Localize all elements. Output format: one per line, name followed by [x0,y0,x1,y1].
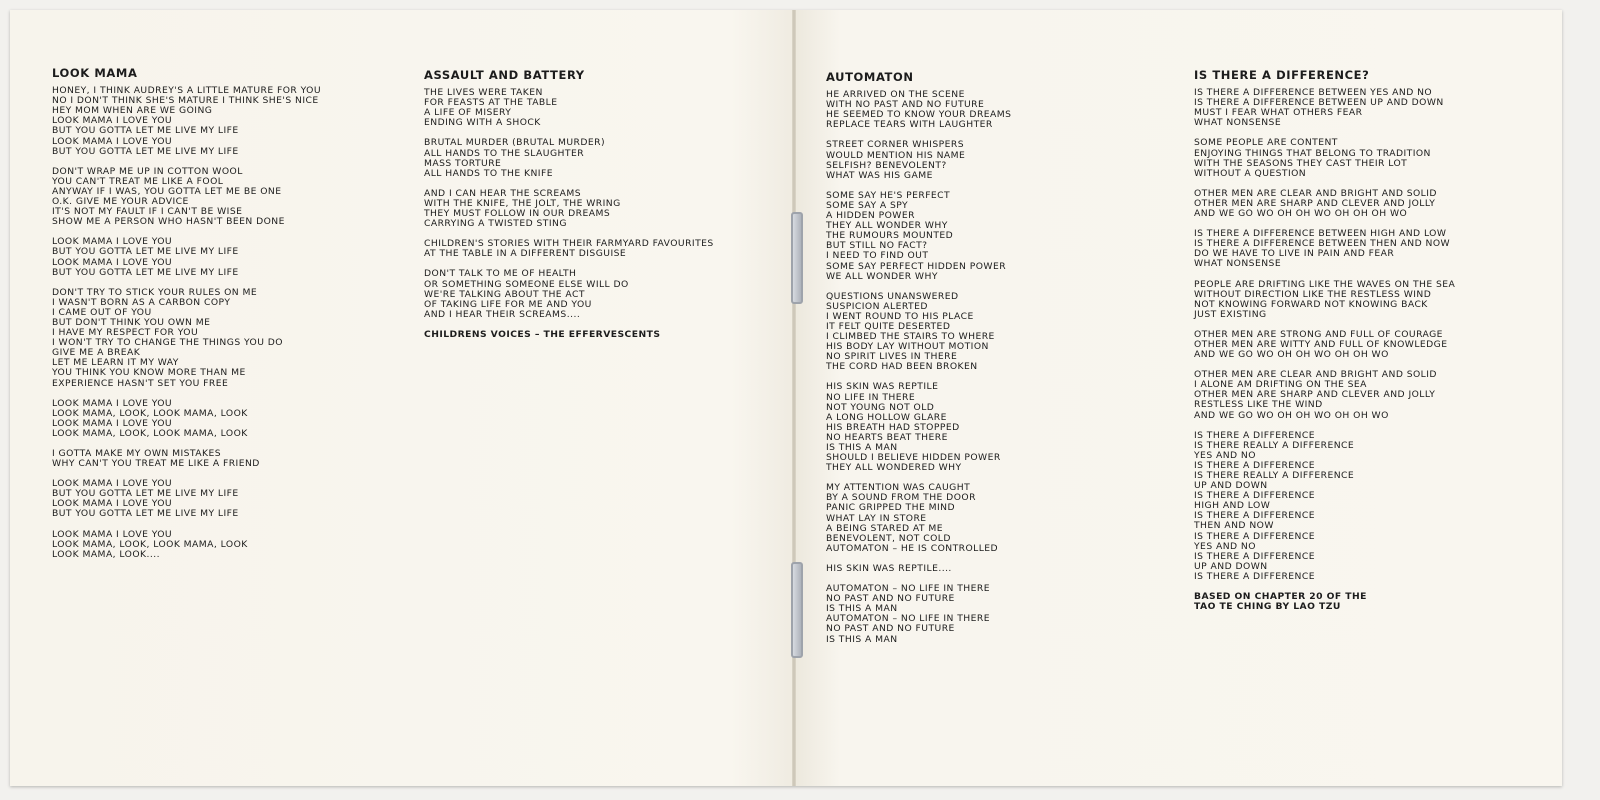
lyric-line: THEY ALL WONDER WHY [826,220,948,232]
lyrics-block [1194,88,1455,592]
lyric-line: SHOW ME A PERSON WHO HASN'T BEEN DONE [52,216,285,228]
lyric-line: BUT YOU GOTTA LET ME LIVE MY LIFE [52,246,239,258]
lyric-line: IS THERE REALLY A DIFFERENCE [1194,439,1355,451]
lyric-line: GIVE ME A BREAK [52,347,141,359]
lyric-line: LOOK MAMA I LOVE YOU [52,478,173,490]
lyric-line: LOOK MAMA, LOOK.... [52,548,160,560]
lyric-line: THEY MUST FOLLOW IN OUR DREAMS [424,208,611,220]
lyric-line: WITHOUT DIRECTION LIKE THE RESTLESS WIND [1194,288,1432,300]
lyric-line: LOOK MAMA, LOOK, LOOK MAMA, LOOK [52,427,248,439]
lyric-line: BUT YOU GOTTA LET ME LIVE MY LIFE [52,508,239,520]
lyric-line: NO SPIRIT LIVES IN THERE [826,351,958,363]
lyric-line: I WENT ROUND TO HIS PLACE [826,310,974,322]
lyric-line: AND WE GO WO OH OH WO OH OH WO [1194,409,1389,421]
lyrics-block [424,88,714,330]
lyric-line: BUT DON'T THINK YOU OWN ME [52,316,211,328]
lyric-line: UP AND DOWN [1194,560,1268,572]
lyric-line: SUSPICION ALERTED [826,300,928,312]
lyric-line: QUESTIONS UNANSWERED [826,290,959,302]
lyric-line: NO I DON'T THINK SHE'S MATURE I THINK SHE'S NICE [52,95,319,107]
lyric-line: IS THERE A DIFFERENCE [1194,459,1315,471]
lyric-line: YOU CAN'T TREAT ME LIKE A FOOL [52,175,224,187]
lyric-line: PEOPLE ARE DRIFTING LIKE THE WAVES ON THE SEA [1194,278,1456,290]
lyric-line: NO PAST AND NO FUTURE [826,593,955,605]
song-assault-and-battery [424,70,714,340]
lyric-line: WHY CAN'T YOU TREAT ME LIKE A FRIEND [52,458,260,470]
song-title: LOOK MAMA [52,66,138,80]
lyric-line: AND I HEAR THEIR SCREAMS.... [424,308,581,320]
lyric-line: I NEED TO FIND OUT [826,250,929,262]
lyric-line: BENEVOLENT, NOT COLD [826,532,951,544]
song-is-there-a-difference [1194,70,1455,612]
lyric-line: WOULD MENTION HIS NAME [826,149,966,161]
lyric-line: PANIC GRIPPED THE MIND [826,502,955,514]
lyric-line: YOU THINK YOU KNOW MORE THAN ME [52,367,246,379]
lyric-line: IS THERE A DIFFERENCE [1194,530,1315,542]
song-credit-line-2: TAO TE CHING BY LAO TZU [1194,601,1341,613]
left-page [10,10,794,786]
lyric-line: SELFISH? BENEVOLENT? [826,159,947,171]
lyric-line: BRUTAL MURDER (BRUTAL MURDER) [424,137,606,149]
lyric-line: DO WE HAVE TO LIVE IN PAIN AND FEAR [1194,248,1395,260]
lyric-line: SOME SAY PERFECT HIDDEN POWER [826,260,1007,272]
lyric-line: OTHER MEN ARE WITTY AND FULL OF KNOWLEDGE [1194,338,1448,350]
lyric-line: LOOK MAMA I LOVE YOU [52,498,173,510]
lyric-line: DON'T WRAP ME UP IN COTTON WOOL [52,165,243,177]
lyric-line: HIS SKIN WAS REPTILE [826,381,939,393]
lyric-line: THE CORD HAD BEEN BROKEN [826,361,978,373]
lyric-line: LOOK MAMA I LOVE YOU [52,528,173,540]
lyric-line: LOOK MAMA I LOVE YOU [52,135,173,147]
lyric-line: YES AND NO [1194,449,1256,461]
lyric-line: DON'T TRY TO STICK YOUR RULES ON ME [52,286,258,298]
lyric-line: IS THERE A DIFFERENCE [1194,510,1315,522]
lyric-line: I ALONE AM DRIFTING ON THE SEA [1194,379,1367,391]
song-title: ASSAULT AND BATTERY [424,68,585,82]
lyric-line: OTHER MEN ARE SHARP AND CLEVER AND JOLLY [1194,389,1436,401]
lyric-line: IT'S NOT MY FAULT IF I CAN'T BE WISE [52,206,243,218]
lyric-line: THE RUMOURS MOUNTED [826,230,954,242]
lyric-line: LOOK MAMA I LOVE YOU [52,397,173,409]
lyric-line: THEY ALL WONDERED WHY [826,462,962,474]
lyric-line: OTHER MEN ARE CLEAR AND BRIGHT AND SOLID [1194,187,1437,199]
lyric-line: AND I CAN HEAR THE SCREAMS [424,187,582,199]
staple-bottom [791,562,803,658]
lyric-line: BUT YOU GOTTA LET ME LIVE MY LIFE [52,266,239,278]
lyric-line: OTHER MEN ARE STRONG AND FULL OF COURAGE [1194,328,1443,340]
lyric-line: IS THERE A DIFFERENCE BETWEEN UP AND DOWN [1194,97,1444,109]
lyric-line: WHAT LAY IN STORE [826,512,927,524]
lyric-line: ENJOYING THINGS THAT BELONG TO TRADITION [1194,147,1431,159]
song-title: AUTOMATON [826,70,914,84]
lyric-line: IT FELT QUITE DESERTED [826,320,951,332]
lyric-line: IS THIS A MAN [826,603,898,615]
staple-top [791,212,803,304]
lyric-line: HIS SKIN WAS REPTILE.... [826,562,952,574]
lyric-line: ENDING WITH A SHOCK [424,117,541,129]
lyric-line: WHAT NONSENSE [1194,117,1282,129]
lyric-line: AUTOMATON – NO LIFE IN THERE [826,613,990,625]
lyric-line: A HIDDEN POWER [826,210,915,222]
lyric-line: I WON'T TRY TO CHANGE THE THINGS YOU DO [52,337,283,349]
song-title: IS THERE A DIFFERENCE? [1194,68,1370,82]
lyric-line: IS THERE A DIFFERENCE [1194,570,1315,582]
lyric-line: LOOK MAMA I LOVE YOU [52,236,173,248]
lyric-line: HIGH AND LOW [1194,500,1271,512]
lyric-line: THEN AND NOW [1194,520,1274,532]
lyric-line: SHOULD I BELIEVE HIDDEN POWER [826,452,1001,464]
lyric-line: I HAVE MY RESPECT FOR YOU [52,327,199,339]
lyric-line: ANYWAY IF I WAS, YOU GOTTA LET ME BE ONE [52,185,282,197]
lyric-line: THE LIVES WERE TAKEN [424,87,543,99]
lyric-line: MUST I FEAR WHAT OTHERS FEAR [1194,107,1363,119]
lyric-line: I CAME OUT OF YOU [52,306,152,318]
song-credit-line-1: BASED ON CHAPTER 20 OF THE [1194,591,1367,603]
lyric-line: ALL HANDS TO THE SLAUGHTER [424,147,585,159]
lyric-line: WITH NO PAST AND NO FUTURE [826,99,985,111]
lyric-line: ALL HANDS TO THE KNIFE [424,167,553,179]
lyric-line: FOR FEASTS AT THE TABLE [424,97,558,109]
lyric-line: BUT YOU GOTTA LET ME LIVE MY LIFE [52,145,239,157]
lyric-line: IS THERE A DIFFERENCE [1194,550,1315,562]
lyric-line: BUT YOU GOTTA LET ME LIVE MY LIFE [52,125,239,137]
lyric-line: A LONG HOLLOW GLARE [826,411,947,423]
lyric-line: NOT YOUNG NOT OLD [826,401,935,413]
right-page [794,10,1562,786]
lyric-line: HIS BREATH HAD STOPPED [826,421,960,433]
lyric-line: NOT KNOWING FORWARD NOT KNOWING BACK [1194,298,1428,310]
lyric-line: SOME SAY A SPY [826,199,909,211]
lyric-line: LOOK MAMA, LOOK, LOOK MAMA, LOOK [52,407,248,419]
lyric-line: OTHER MEN ARE SHARP AND CLEVER AND JOLLY [1194,197,1436,209]
lyric-line: HIS BODY LAY WITHOUT MOTION [826,341,989,353]
song-automaton [826,72,1011,645]
lyric-line: I CLIMBED THE STAIRS TO WHERE [826,331,995,343]
lyric-line: OR SOMETHING SOMEONE ELSE WILL DO [424,278,629,290]
lyric-line: WITH THE KNIFE, THE JOLT, THE WRING [424,197,621,209]
lyric-line: BUT STILL NO FACT? [826,240,928,252]
lyric-line: IS THERE A DIFFERENCE [1194,429,1315,441]
lyric-line: SOME PEOPLE ARE CONTENT [1194,137,1338,149]
lyric-line: AND WE GO WO OH OH WO OH OH WO [1194,349,1389,361]
lyric-line: A LIFE OF MISERY [424,107,512,119]
lyric-line: BUT YOU GOTTA LET ME LIVE MY LIFE [52,488,239,500]
lyric-line: NO PAST AND NO FUTURE [826,623,955,635]
lyric-line: WHAT WAS HIS GAME [826,169,933,181]
lyric-line: YES AND NO [1194,540,1256,552]
lyrics-block [52,86,321,560]
lyrics-block [826,90,1011,645]
lyric-line: LOOK MAMA I LOVE YOU [52,115,173,127]
lyric-line: IS THIS A MAN [826,442,898,453]
lyric-line: HONEY, I THINK AUDREY'S A LITTLE MATURE FOR YOU [52,85,322,97]
lyric-line: STREET CORNER WHISPERS [826,139,964,151]
lyric-line: LOOK MAMA, LOOK, LOOK MAMA, LOOK [52,538,248,550]
lyric-line: NO LIFE IN THERE [826,391,916,403]
lyric-line: JUST EXISTING [1194,308,1267,320]
booklet-spine [792,10,796,786]
lyric-line: LOOK MAMA I LOVE YOU [52,256,173,268]
lyric-line: HE ARRIVED ON THE SCENE [826,89,965,101]
lyric-line: WE ALL WONDER WHY [826,270,938,282]
stanza-break [1194,270,1455,280]
lyric-line: WHAT NONSENSE [1194,258,1282,270]
lyric-line: LOOK MAMA I LOVE YOU [52,417,173,429]
lyric-line: CARRYING A TWISTED STING [424,218,567,230]
lyric-line: WITHOUT A QUESTION [1194,167,1307,179]
lyric-line: UP AND DOWN [1194,480,1268,492]
lyric-line: IS THERE A DIFFERENCE BETWEEN YES AND NO [1194,87,1433,99]
lyric-line: IS THERE REALLY A DIFFERENCE [1194,470,1355,481]
lyrics-booklet [10,10,1562,786]
lyric-line: HEY MOM WHEN ARE WE GOING [52,105,213,117]
lyric-line: AUTOMATON – NO LIFE IN THERE [826,583,990,595]
lyric-line: EXPERIENCE HASN'T SET YOU FREE [52,377,229,389]
lyric-line: I WASN'T BORN AS A CARBON COPY [52,296,231,308]
lyric-line: AND WE GO WO OH OH WO OH OH OH WO [1194,208,1408,220]
lyric-line: MY ATTENTION WAS CAUGHT [826,482,971,494]
lyric-line: RESTLESS LIKE THE WIND [1194,399,1323,411]
lyric-line: BY A SOUND FROM THE DOOR [826,492,976,504]
lyric-line: AT THE TABLE IN A DIFFERENT DISGUISE [424,248,627,260]
lyric-line: IS THERE A DIFFERENCE [1194,490,1315,502]
lyric-line: NO HEARTS BEAT THERE [826,431,948,443]
lyric-line: WE'RE TALKING ABOUT THE ACT [424,288,585,300]
lyric-line: REPLACE TEARS WITH LAUGHTER [826,119,993,131]
lyric-line: IS THIS A MAN [826,633,898,645]
lyric-line: OTHER MEN ARE CLEAR AND BRIGHT AND SOLID [1194,369,1437,381]
lyric-line: DON'T TALK TO ME OF HEALTH [424,268,577,280]
song-credit: CHILDRENS VOICES – THE EFFERVESCENTS [424,328,661,340]
lyric-line: IS THERE A DIFFERENCE BETWEEN THEN AND NOW [1194,238,1451,250]
lyric-line: I GOTTA MAKE MY OWN MISTAKES [52,448,221,459]
lyric-line: O.K. GIVE ME YOUR ADVICE [52,196,189,208]
lyric-line: SOME SAY HE'S PERFECT [826,189,951,201]
lyric-line: WITH THE SEASONS THEY CAST THEIR LOT [1194,157,1408,169]
lyric-line: A BEING STARED AT ME [826,522,943,534]
lyric-line: HE SEEMED TO KNOW YOUR DREAMS [826,109,1012,121]
lyric-line: OF TAKING LIFE FOR ME AND YOU [424,298,592,310]
lyric-line: IS THERE A DIFFERENCE BETWEEN HIGH AND LOW [1194,228,1447,240]
lyric-line: AUTOMATON – HE IS CONTROLLED [826,542,999,554]
lyric-line: CHILDREN'S STORIES WITH THEIR FARMYARD FAVOURITES [424,238,714,250]
song-look-mama [52,68,321,560]
lyric-line: MASS TORTURE [424,157,502,169]
lyric-line: LET ME LEARN IT MY WAY [52,357,179,369]
